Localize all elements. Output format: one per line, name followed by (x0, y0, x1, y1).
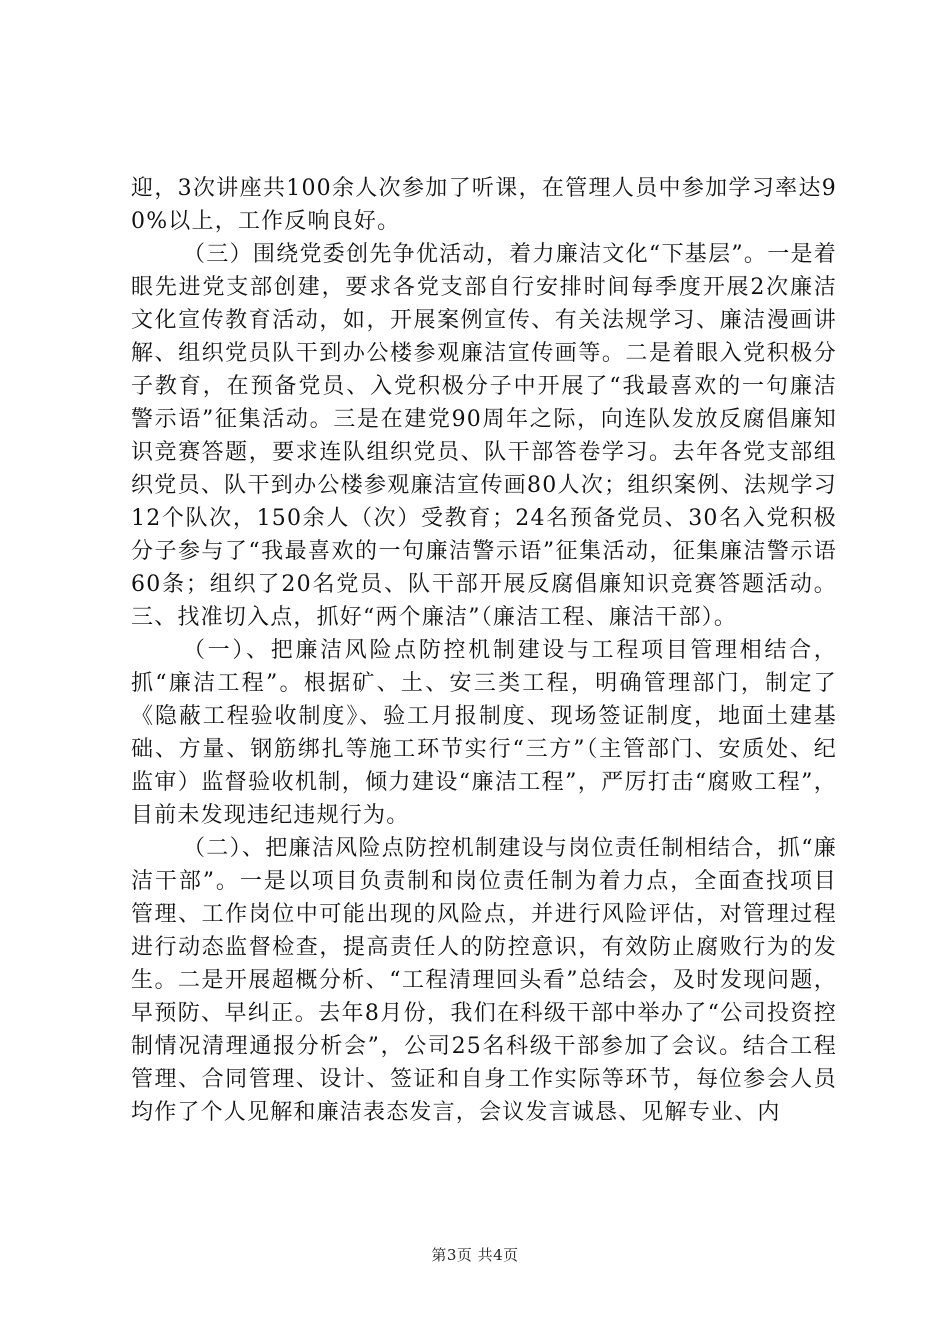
page-number-footer: 第3页 共4页 (431, 1246, 519, 1264)
paragraph-3: （一）、把廉洁风险点防控机制建设与工程项目管理相结合，抓“廉洁工程”。根据矿、土、安三类工程，明确管理部门，制定了《隐蔽工程验收制度》、验工月报制度、现场签证制度，地面土建基础、方量、钢筋绑扎等施工环节实行“三方”（主管部门、安质处、纪监审）监督验收机制，倾力建设“廉洁工程”，严厉打击“腐败工程”，目前未发现违纪违规行为。 (131, 638, 837, 828)
paragraph-4: （二）、把廉洁风险点防控机制建设与岗位责任制相结合，抓“廉洁干部”。一是以项目负责制和岗位责任制为着力点，全面查找项目管理、工作岗位中可能出现的风险点，并进行风险评估，对管理过程进行动态监督检查，提高责任人的防控意识，有效防止腐败行为的发生。二是开展超概分析、“工程清理回头看”总结会，及时发现问题，早预防、早纠正。去年8月份，我们在科级干部中举办了“公司投资控制情况清理通报分析会”，公司25名科级干部参加了会议。结合工程管理、合同管理、设计、签证和自身工作实际等环节，每位参会人员均作了个人见解和廉洁表态发言，会议发言诚恳、见解专业、内 (131, 836, 837, 1125)
document-body (131, 172, 837, 1129)
paragraph-1: 迎，3次讲座共100余人次参加了听课，在管理人员中参加学习率达90%以上，工作反响良好。 (131, 176, 837, 234)
paragraph-2: （三）围绕党委创先争优活动，着力廉洁文化“下基层”。一是着眼先进党支部创建，要求各党支部自行安排时间每季度开展2次廉洁文化宣传教育活动，如，开展案例宣传、有关法规学习、廉洁漫画讲解、组织党员队干到办公楼参观廉洁宣传画等。二是着眼入党积极分子教育，在预备党员、入党积极分子中开展了“我最喜欢的一句廉洁警示语”征集活动。三是在建党90周年之际，向连队发放反腐倡廉知识竞赛答题，要求连队组织党员、队干部答卷学习。去年各党支部组织党员、队干到办公楼参观廉洁宣传画80人次；组织案例、法规学习12个队次，150余人（次）受教育；24名预备党员、30名入党积极分子参与了“我最喜欢的一句廉洁警示语”征集活动，征集廉洁警示语60条；组织了20名党员、队干部开展反腐倡廉知识竞赛答题活动。三、找准切入点，抓好“两个廉洁”（廉洁工程、廉洁干部）。 (131, 242, 837, 630)
